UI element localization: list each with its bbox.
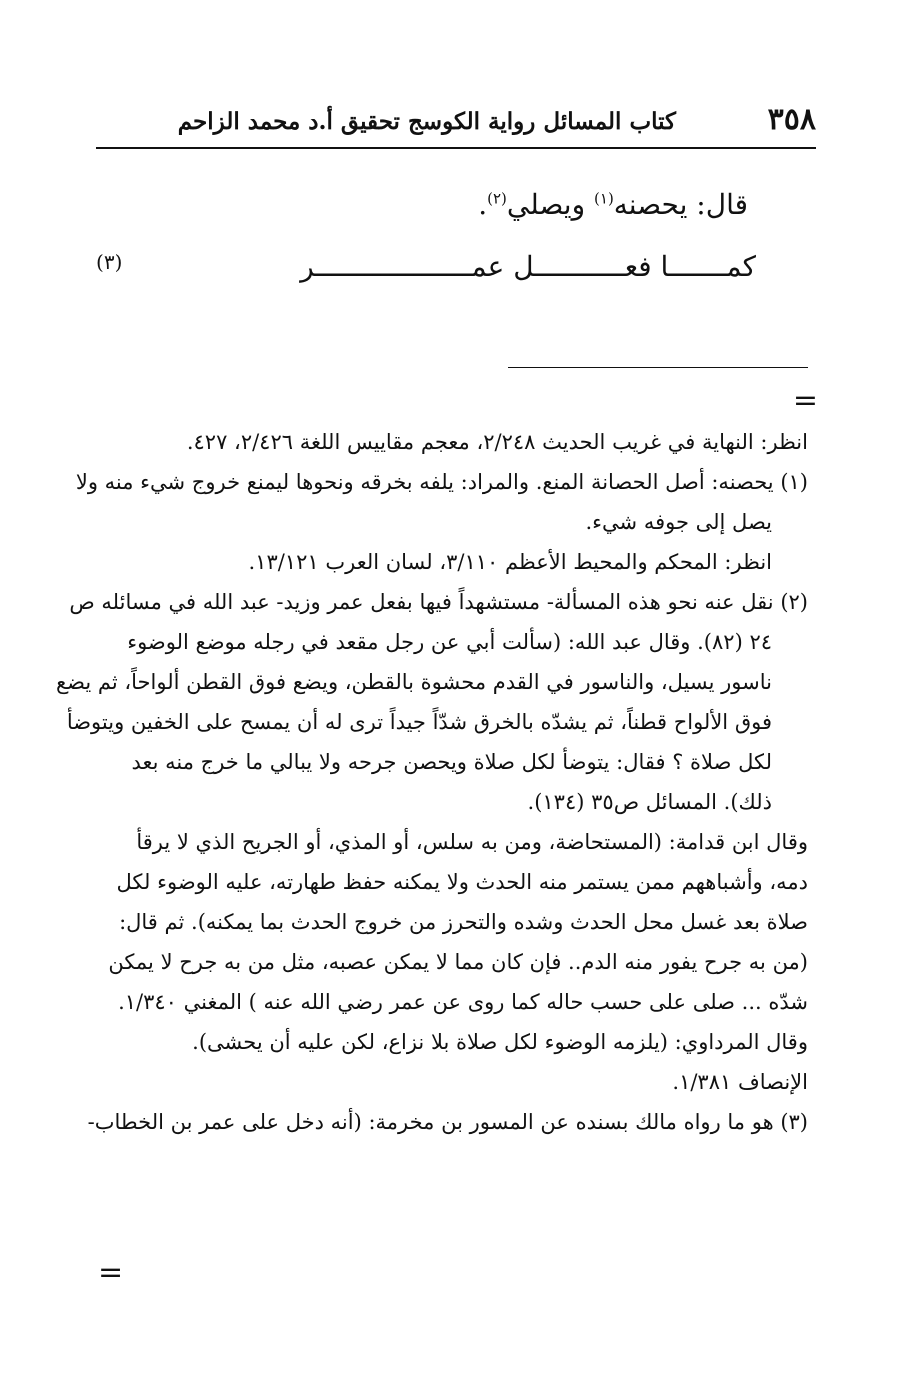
footnote-line: ناسور يسيل، والناسور في القدم محشوة بالقطن، ويضع فوق القطن ألواحاً، ثم يضع — [55, 670, 772, 694]
footnote-line: (من به جرح يفور منه الدم.. فإن كان مما لا يمكن عصبه، مثل من به جرح لا يمكن — [108, 950, 808, 974]
footnote-line: وقال المرداوي: (يلزمه الوضوء لكل صلاة بلا نزاع، لكن عليه أن يحشى). — [192, 1030, 808, 1054]
header-rule — [96, 147, 816, 149]
footnote-line: يصل إلى جوفه شيء. — [585, 510, 772, 534]
main-text-part1: قال: يحصنه — [613, 188, 748, 221]
footnote-ref-2: (٢) — [487, 189, 507, 208]
footnote-line: دمه، وأشباههم ممن يستمر منه الحدث ولا يمكنه حفظ طهارته، عليه الوضوء لكل — [116, 870, 808, 894]
running-title: كتاب المسائل رواية الكوسج تحقيق أ.د محمد الزاحم — [177, 108, 676, 135]
continuation-mark-top: = — [792, 383, 818, 418]
footnote-line: انظر: المحكم والمحيط الأعظم ٣/١١٠، لسان العرب ١٣/١٢١. — [248, 550, 772, 574]
footnote-line: ذلك). المسائل ص٣٥ (١٣٤). — [527, 790, 772, 814]
footnote-line: (١) يحصنه: أصل الحصانة المنع. والمراد: يلفه بخرقه ونحوها ليمنع خروج شيء منه ولا — [75, 470, 808, 494]
main-text-part2: ويصلي — [506, 188, 595, 221]
footnote-separator — [508, 367, 808, 368]
footnotes — [55, 422, 808, 1142]
footnote-line: ٢٤ (٨٢). وقال عبد الله: (سألت أبي عن رجل مقعد في رجله موضع الوضوء — [127, 630, 772, 654]
main-text — [148, 188, 748, 221]
footnote-ref-3: (٣) — [96, 250, 123, 274]
footnote-line: الإنصاف ١/٣٨١. — [672, 1070, 808, 1094]
footnote-line: (٢) نقل عنه نحو هذه المسألة- مستشهداً فيها بفعل عمر وزيد- عبد الله في مسائله ص — [69, 590, 808, 614]
verse-line — [96, 250, 756, 290]
continuation-mark-bottom: = — [98, 1255, 124, 1290]
footnote-line: انظر: النهاية في غريب الحديث ٢/٢٤٨، معجم مقاييس اللغة ٢/٤٢٦، ٤٢٧. — [186, 430, 808, 454]
main-text-end: . — [478, 188, 488, 221]
footnote-ref-1: (١) — [594, 189, 614, 208]
footnote-line: وقال ابن قدامة: (المستحاضة، ومن به سلس، أو المذي، أو الجريح الذي لا يرقأ — [136, 830, 808, 854]
footnote-line: صلاة بعد غسل محل الحدث وشده والتحرز من خروج الحدث بما يمكنه). ثم قال: — [119, 910, 808, 934]
footnote-line: فوق الألواح قطناً، ثم يشدّه بالخرق شدّاً جيداً ترى له أن يمسح على الخفين ويتوضأ — [66, 710, 772, 734]
verse-words: كمـــــــا فعـــــــــــل عمـــــــــــــــــــر — [300, 250, 756, 283]
footnote-line: شدّه ... صلى على حسب حاله كما روى عن عمر رضي الله عنه ) المغني ١/٣٤٠. — [118, 990, 808, 1014]
footnote-line: (٣) هو ما رواه مالك بسنده عن المسور بن مخرمة: (أنه دخل على عمر بن الخطاب- — [87, 1110, 808, 1134]
page-header — [96, 100, 816, 144]
footnote-line: لكل صلاة ؟ فقال: يتوضأ لكل صلاة ويحصن جرحه ولا يبالي ما خرج منه بعد — [131, 750, 772, 774]
page-number: ٣٥٨ — [767, 102, 816, 137]
